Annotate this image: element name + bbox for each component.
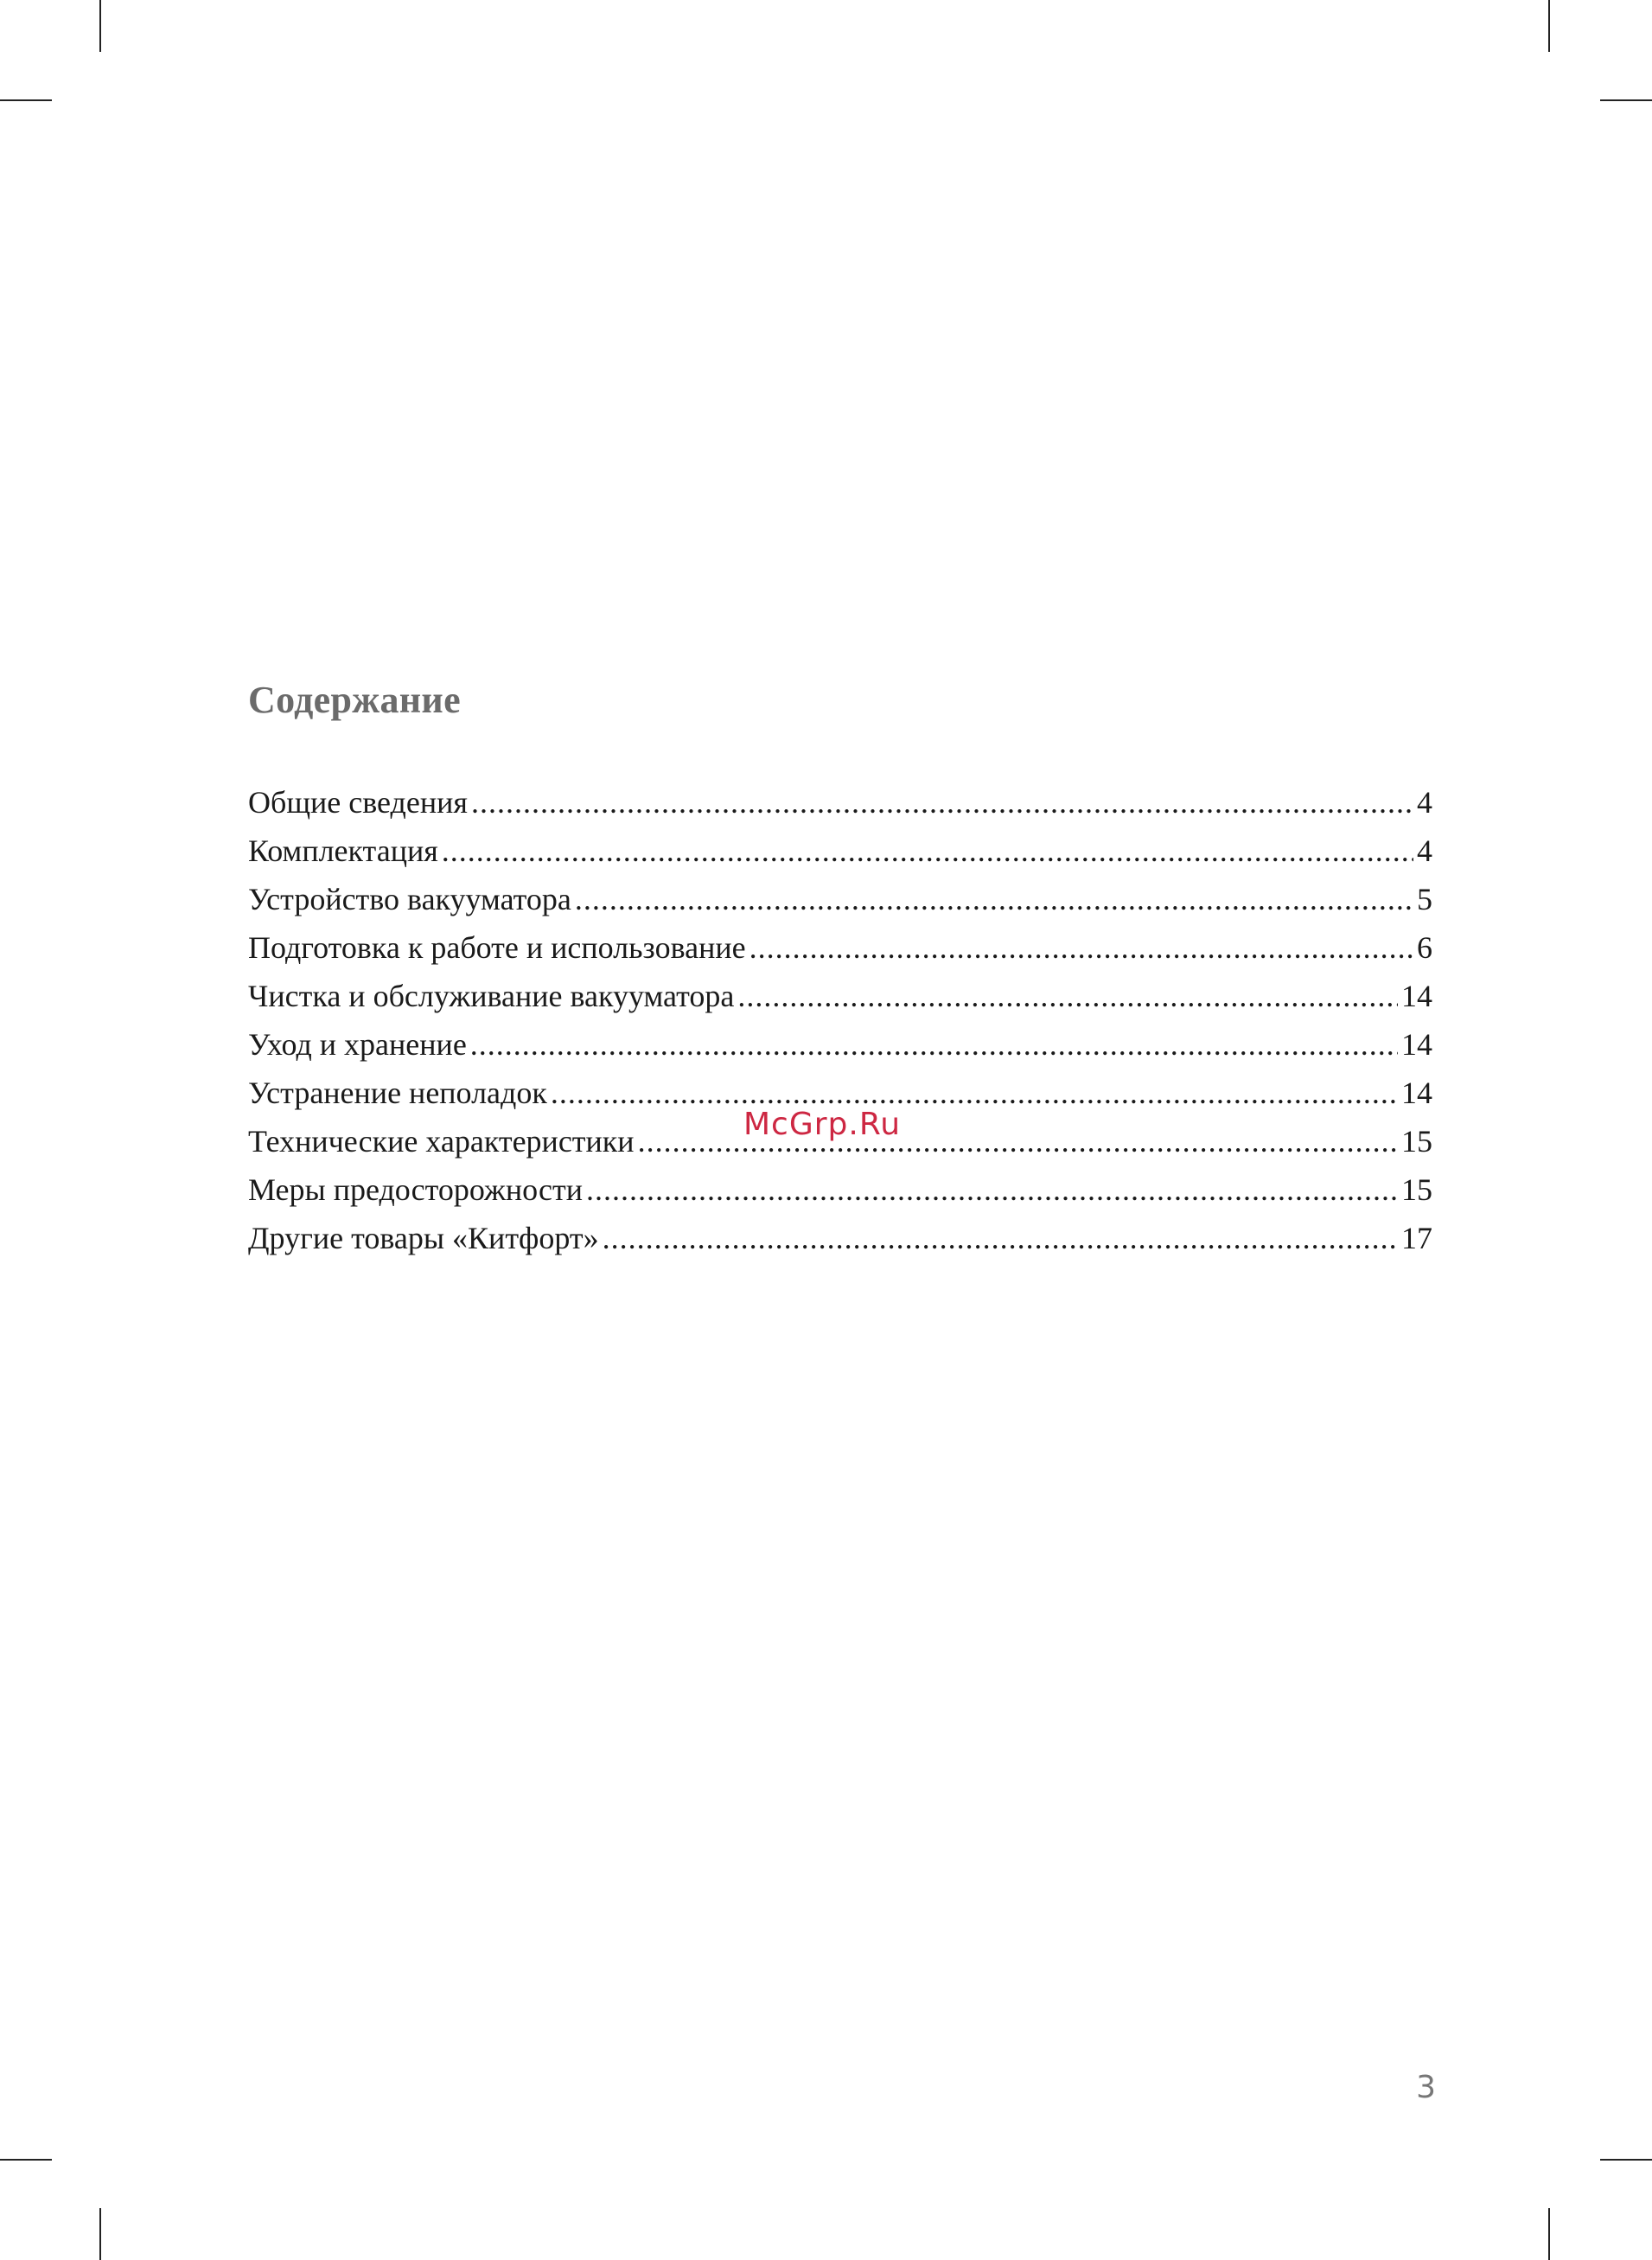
toc-entry-page: 5: [1417, 882, 1432, 916]
toc-entry-label: Уход и хранение: [248, 1027, 467, 1062]
toc-entry-label: Подготовка к работе и использование: [248, 930, 746, 965]
toc-entry-label: Устройство вакууматора: [248, 882, 571, 916]
toc-entry-page: 15: [1401, 1172, 1432, 1207]
toc-entry-label: Технические характеристики: [248, 1124, 635, 1159]
toc-dot-leader: [471, 778, 1413, 827]
crop-mark-top-right-vertical: [1548, 0, 1550, 52]
toc-entry-general-info[interactable]: [248, 778, 1432, 827]
toc-entry-page: 6: [1417, 930, 1432, 965]
toc-entry-label: Устранение неполадок: [248, 1076, 547, 1110]
toc-entry-label: Комплектация: [248, 833, 438, 868]
crop-mark-top-left-horizontal: [0, 99, 52, 101]
toc-dot-leader: [603, 1214, 1398, 1262]
crop-mark-bottom-left-vertical: [99, 2208, 101, 2260]
crop-mark-top-left-vertical: [99, 0, 101, 52]
toc-entry-page: 15: [1401, 1124, 1432, 1159]
toc-dot-leader: [737, 972, 1398, 1020]
toc-dot-leader: [749, 923, 1413, 972]
toc-entry-label: Общие сведения: [248, 785, 468, 820]
crop-mark-bottom-left-horizontal: [0, 2159, 52, 2161]
crop-mark-bottom-right-vertical: [1548, 2208, 1550, 2260]
toc-entry-package-contents[interactable]: [248, 827, 1432, 875]
toc-dot-leader: [551, 1069, 1398, 1117]
toc-dot-leader: [470, 1020, 1398, 1069]
toc-entry-other-products[interactable]: [248, 1214, 1432, 1262]
crop-mark-bottom-right-horizontal: [1600, 2159, 1652, 2161]
toc-entry-preparation-and-use[interactable]: [248, 923, 1432, 972]
toc-list: [248, 778, 1432, 1262]
toc-entry-page: 4: [1417, 785, 1432, 820]
page-number: 3: [1416, 2070, 1436, 2105]
toc-entry-page: 14: [1401, 1076, 1432, 1110]
crop-mark-top-right-horizontal: [1600, 99, 1652, 101]
toc-entry-care-and-storage[interactable]: [248, 1020, 1432, 1069]
toc-entry-label: Другие товары «Китфорт»: [248, 1221, 599, 1255]
toc-entry-safety-precautions[interactable]: [248, 1165, 1432, 1214]
toc-dot-leader: [575, 875, 1413, 923]
toc-entry-page: 14: [1401, 979, 1432, 1013]
toc-entry-label: Чистка и обслуживание вакууматора: [248, 979, 735, 1013]
toc-title: Содержание: [248, 679, 461, 721]
toc-entry-label: Меры предосторожности: [248, 1172, 584, 1207]
toc-entry-device-layout[interactable]: [248, 875, 1432, 923]
toc-dot-leader: [442, 827, 1413, 875]
toc-entry-cleaning-and-maintenance[interactable]: [248, 972, 1432, 1020]
toc-entry-page: 14: [1401, 1027, 1432, 1062]
toc-entry-page: 4: [1417, 833, 1432, 868]
toc-dot-leader: [586, 1165, 1398, 1214]
toc-entry-page: 17: [1401, 1221, 1432, 1255]
watermark: McGrp.Ru: [743, 1107, 902, 1142]
